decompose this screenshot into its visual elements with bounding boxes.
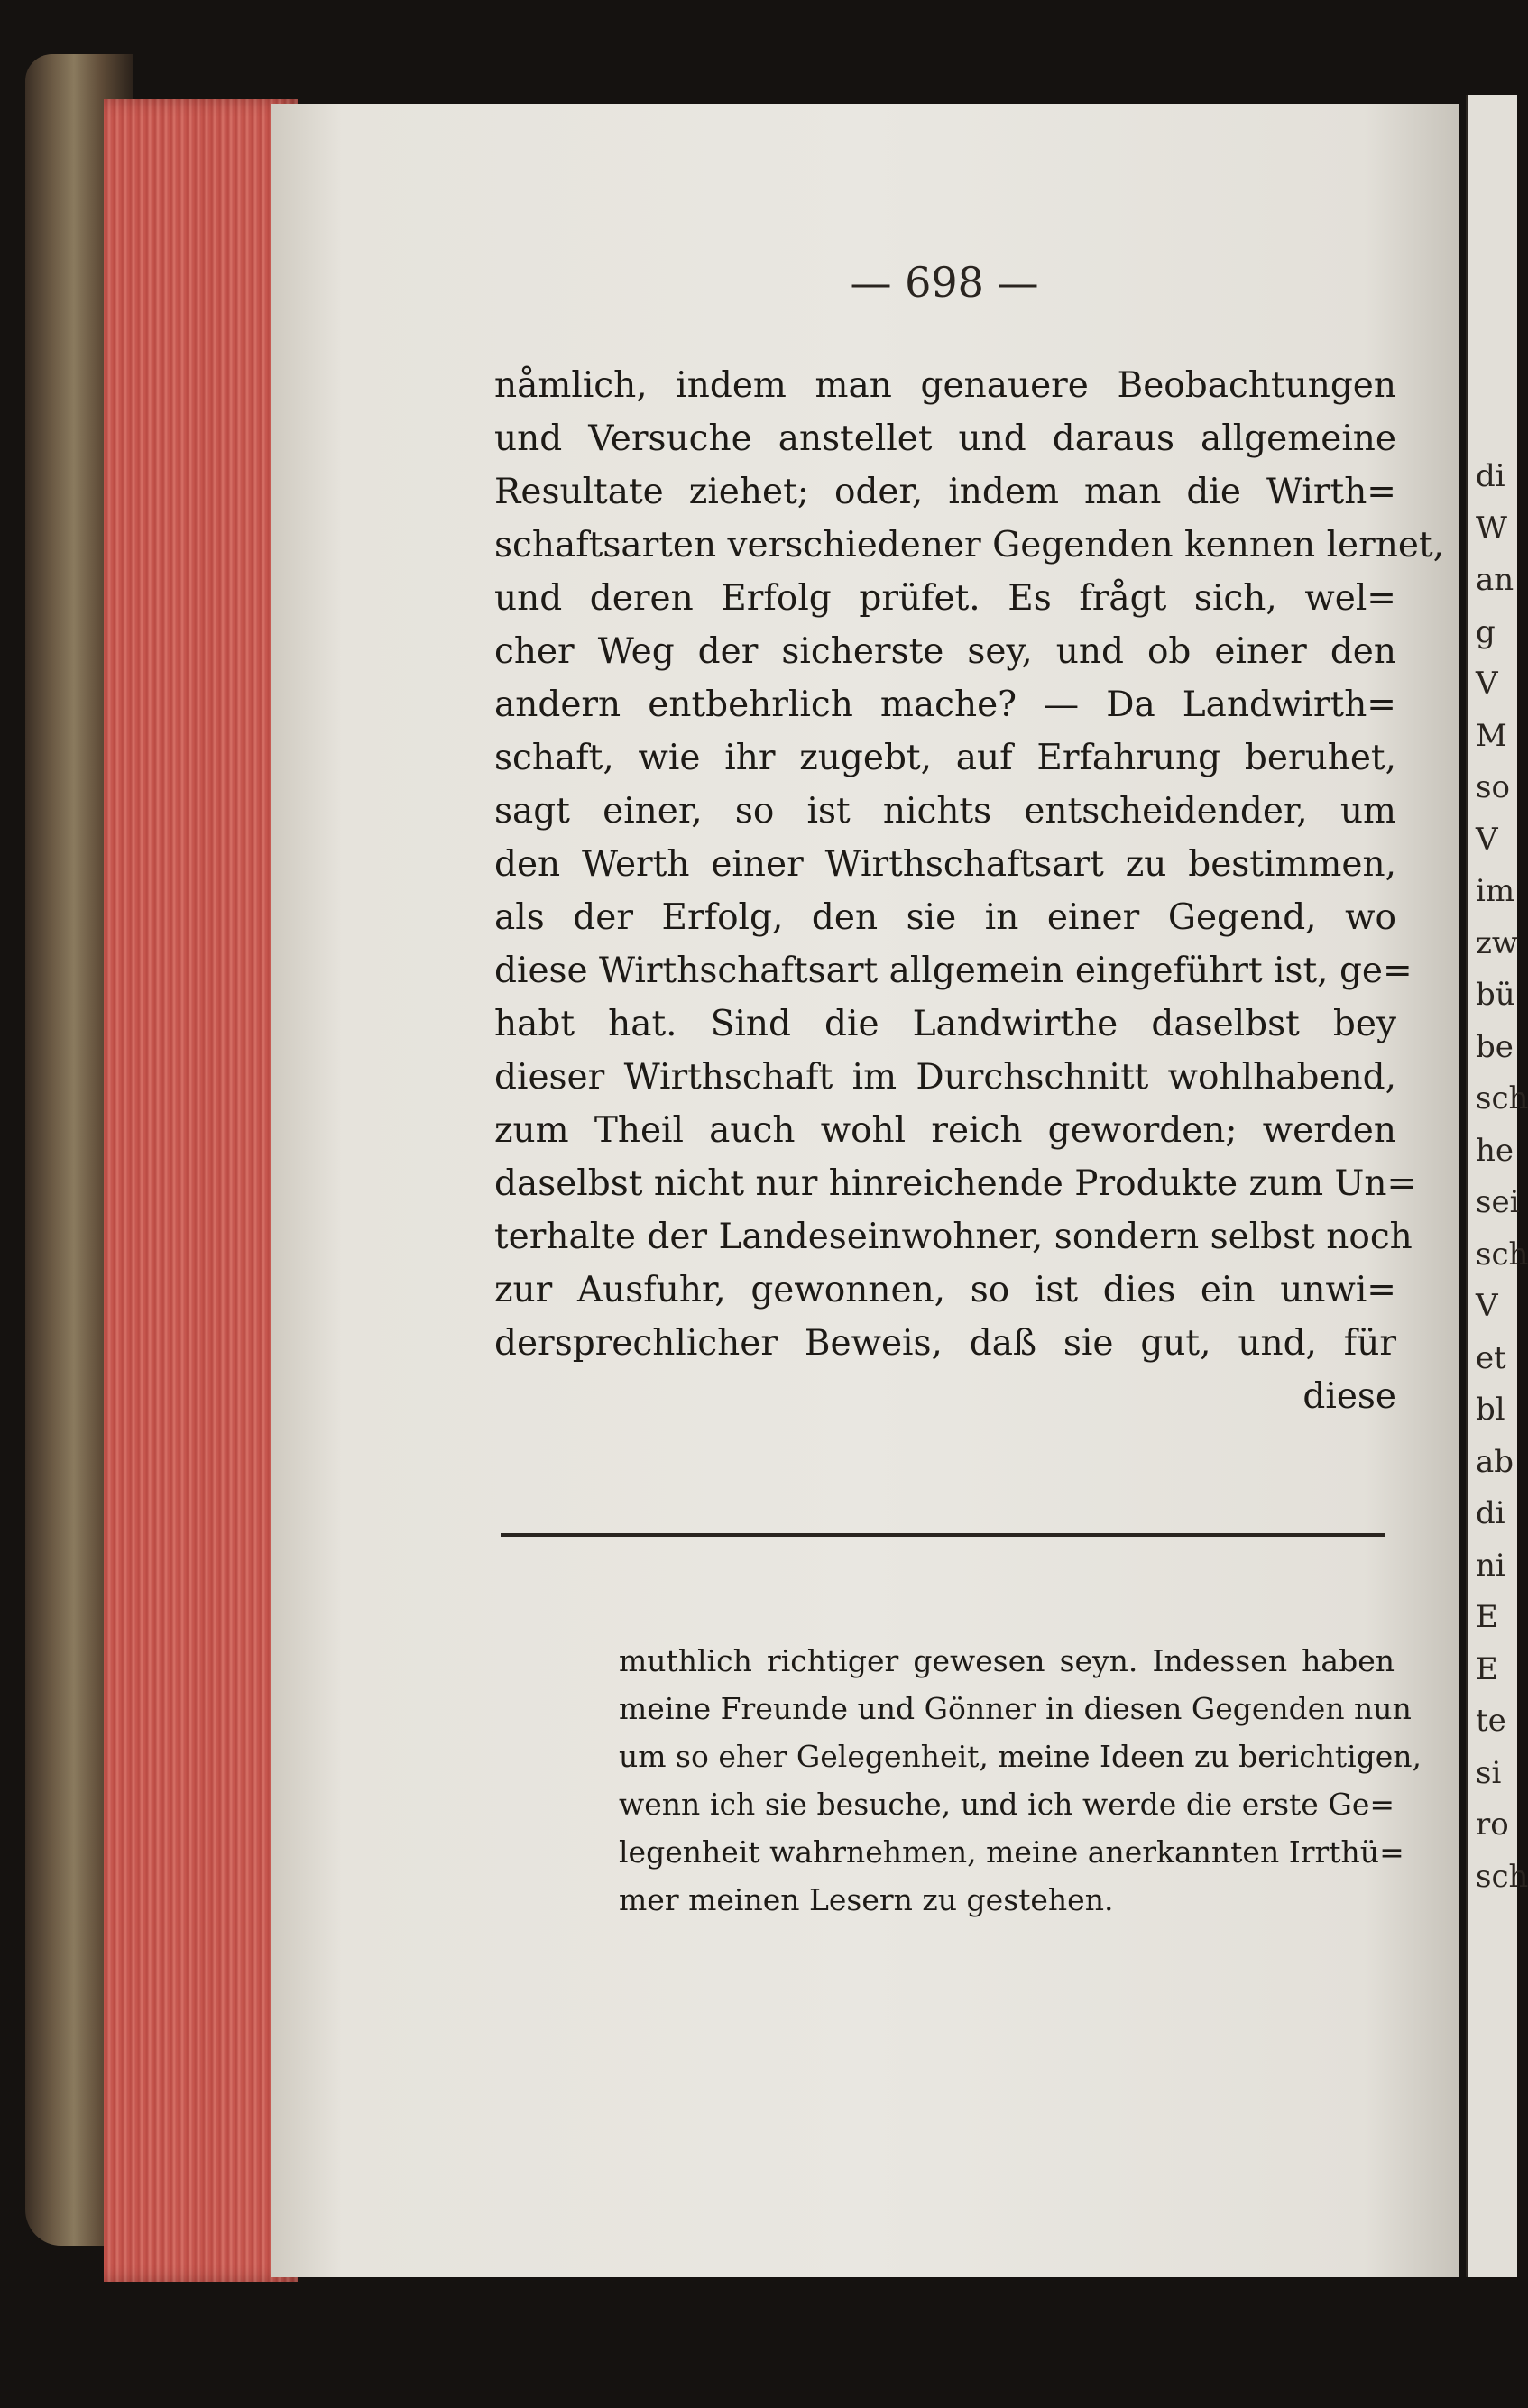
- fragment: sei: [1476, 1184, 1520, 1220]
- fragment: bl: [1476, 1392, 1505, 1428]
- fragment: g: [1476, 613, 1496, 650]
- fragment: zw: [1476, 924, 1519, 961]
- text-line: andern entbehrlich mache? — Da Landwirth=: [494, 685, 1396, 725]
- fragment: V: [1476, 666, 1498, 702]
- fragment: sch: [1476, 1236, 1528, 1273]
- fragment: di: [1476, 1495, 1505, 1531]
- footnote-line: meine Freunde und Gönner in diesen Gegenden nun: [619, 1691, 1412, 1726]
- fragment: be: [1476, 1028, 1514, 1065]
- fragment: ni: [1476, 1547, 1505, 1584]
- footnote-text: [619, 1637, 1422, 1924]
- text-line: daselbst nicht nur hinreichende Produkte zum Un=: [494, 1163, 1417, 1204]
- footnote-rule: [501, 1533, 1385, 1537]
- facing-page-edge: [1466, 95, 1528, 2277]
- text-line: habt hat. Sind die Landwirthe daselbst bey: [494, 1004, 1396, 1044]
- fragment: im: [1476, 873, 1515, 909]
- fragment: et: [1476, 1339, 1506, 1376]
- footnote-line: legenheit wahrnehmen, meine anerkannten Irrthü=: [619, 1834, 1404, 1870]
- fragment: M: [1476, 717, 1507, 754]
- fragment: V: [1476, 1288, 1498, 1324]
- text-line: zur Ausfuhr, gewonnen, so ist dies ein unwi=: [494, 1270, 1396, 1310]
- fragment: di: [1476, 458, 1505, 494]
- text-line: nåmlich, indem man genauere Beobachtungen: [494, 365, 1396, 406]
- text-line: dersprechlicher Beweis, daß sie gut, und, für: [494, 1323, 1396, 1364]
- fragment: ro: [1476, 1806, 1509, 1843]
- text-line: als der Erfolg, den sie in einer Gegend, wo: [494, 897, 1396, 938]
- text-line: zum Theil auch wohl reich geworden; werden: [494, 1110, 1396, 1151]
- footnote-line: wenn ich sie besuche, und ich werde die erste Ge=: [619, 1787, 1395, 1822]
- fragment: E: [1476, 1650, 1498, 1687]
- fragment: E: [1476, 1599, 1498, 1635]
- fragment: V: [1476, 821, 1498, 858]
- text-line: Resultate ziehet; oder, indem man die Wirth=: [494, 472, 1396, 512]
- fragment: sch: [1476, 1080, 1528, 1117]
- text-line: terhalte der Landeseinwohner, sondern selbst noch: [494, 1217, 1413, 1257]
- page-number: — 698 —: [850, 258, 1039, 307]
- fragment: he: [1476, 1132, 1514, 1169]
- text-line: cher Weg der sicherste sey, und ob einer den: [494, 631, 1396, 672]
- catchword: diese: [1302, 1376, 1396, 1417]
- fragment: si: [1476, 1754, 1502, 1791]
- fragment: so: [1476, 769, 1510, 805]
- page-edges: [104, 99, 298, 2282]
- fragment: W: [1476, 510, 1507, 547]
- footnote-line: um so eher Gelegenheit, meine Ideen zu berichtigen,: [619, 1739, 1422, 1774]
- text-line: und deren Erfolg prüfet. Es frågt sich, wel=: [494, 578, 1396, 619]
- text-line: diese Wirthschaftsart allgemein eingeführt ist, ge=: [494, 951, 1413, 991]
- text-line: dieser Wirthschaft im Durchschnitt wohlhabend,: [494, 1057, 1396, 1098]
- text-line: schaftsarten verschiedener Gegenden kennen lernet,: [494, 525, 1445, 565]
- text-line: sagt einer, so ist nichts entscheidender, um: [494, 791, 1396, 832]
- fragment: sch: [1476, 1858, 1528, 1895]
- fragment: bü: [1476, 977, 1515, 1013]
- text-line: schaft, wie ihr zugebt, auf Erfahrung beruhet,: [494, 738, 1396, 778]
- footnote-line: mer meinen Lesern zu gestehen.: [619, 1882, 1114, 1917]
- body-text: [494, 359, 1445, 1423]
- fragment: te: [1476, 1703, 1506, 1739]
- facing-page-fragments: [1468, 451, 1528, 1903]
- fragment: ab: [1476, 1443, 1514, 1480]
- fragment: an: [1476, 562, 1514, 598]
- text-line: den Werth einer Wirthschaftsart zu bestimmen,: [494, 844, 1396, 885]
- text-line: und Versuche anstellet und daraus allgemeine: [494, 418, 1396, 459]
- footnote-line: muthlich richtiger gewesen seyn. Indessen haben: [619, 1643, 1395, 1678]
